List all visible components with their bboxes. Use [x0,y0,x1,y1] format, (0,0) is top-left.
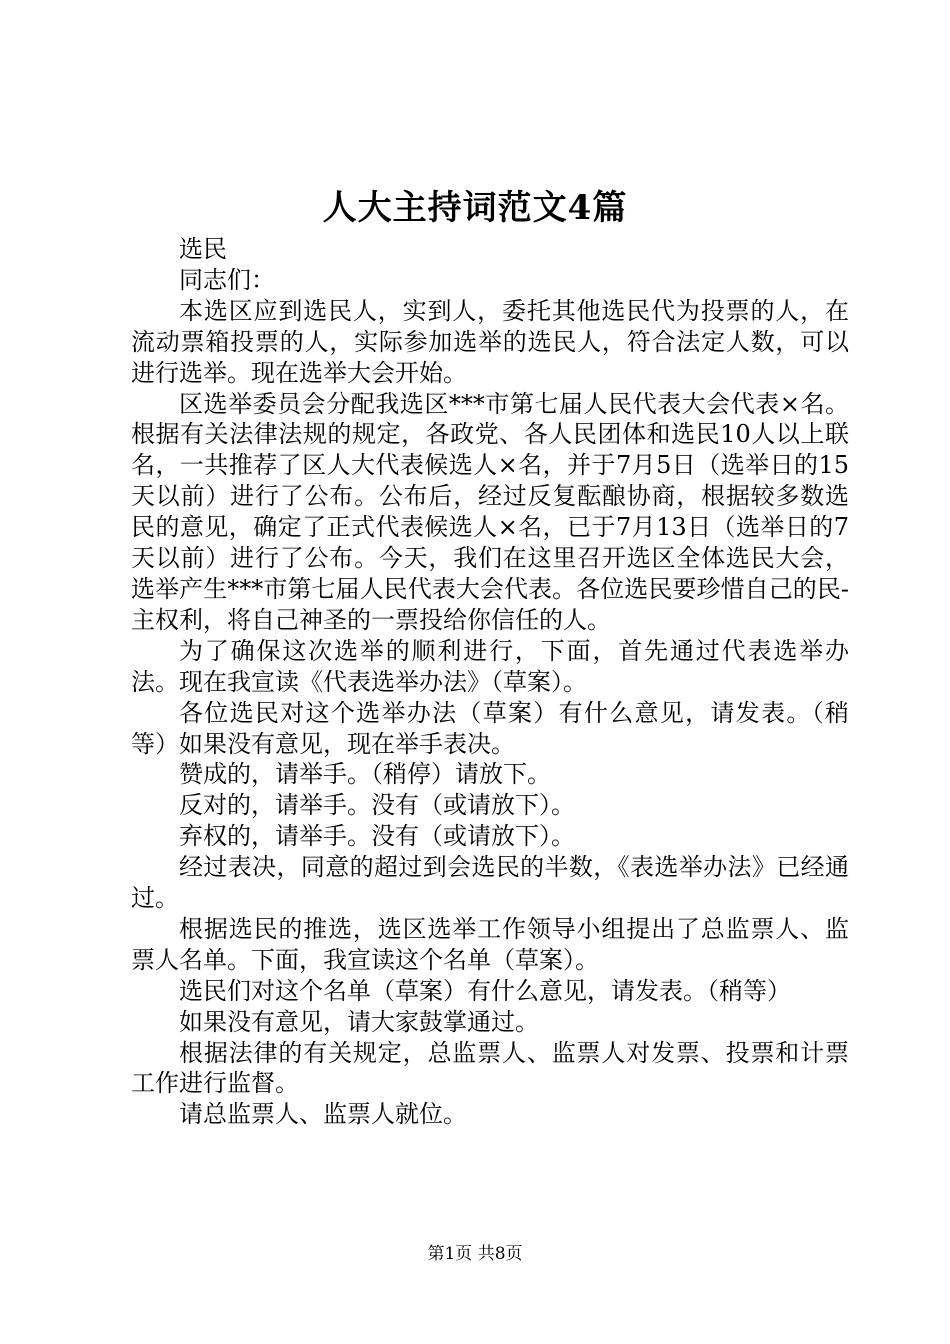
paragraph: 请总监票人、监票人就位。 [179,1100,467,1129]
paragraph: 根据选民的推选，选区选举工作领导小组提出了总监票人、监票人名单。下面，我宣读这个名单（草案）。 [131,914,849,974]
paragraph: 弃权的，请举手。没有（或请放下）。 [179,822,575,851]
paragraph: 选民 [179,235,227,263]
paragraph: 本选区应到选民人，实到人，委托其他选民代为投票的人，在流动票箱投票的人，实际参加选举的选民人，符合法定人数，可以进行选举。现在选举大会开始。 [131,296,849,387]
page-footer: 第1页 共8页 [427,1244,523,1264]
paragraph: 如果没有意见，请大家鼓掌通过。 [179,1007,539,1036]
paragraph: 根据法律的有关规定，总监票人、监票人对发票、投票和计票工作进行监督。 [131,1038,849,1098]
document-body [131,234,849,1130]
paragraph: 为了确保这次选举的顺利进行，下面，首先通过代表选举办法。现在我宣读《代表选举办法》（草案）。 [131,636,849,696]
paragraph: 同志们： [179,265,275,294]
paragraph: 反对的，请举手。没有（或请放下）。 [179,791,575,820]
paragraph: 选民们对这个名单（草案）有什么意见，请发表。（稍等） [179,976,791,1005]
paragraph: 各位选民对这个选举办法（草案）有什么意见，请发表。（稍等）如果没有意见，现在举手表决。 [131,698,849,758]
document-title: 人大主持词范文4篇 [322,188,628,228]
paragraph: 经过表决，同意的超过到会选民的半数，《表选举办法》已经通过。 [131,853,849,913]
paragraph: 区选举委员会分配我选区***市第七届人民代表大会代表×名。根据有关法律法规的规定，各政党、各人民团体和选民10人以上联名，一共推荐了区人大代表候选人×名，并于7月5日（选举日的15天以前）进行了公布。公布后，经过反复酝酿协商，根据较多数选民的意见，确定了正式代表候选人×名，已于7月13日（选举日的7天以前）进行了公布。今天，我们在这里召开选区全体选民大会，选举产生***市第七届人民代表大会代表。各位选民要珍惜自己的民-主权利，将自己神圣的一票投给你信任的人。 [131,389,849,634]
paragraph: 赞成的，请举手。（稍停）请放下。 [179,760,551,789]
